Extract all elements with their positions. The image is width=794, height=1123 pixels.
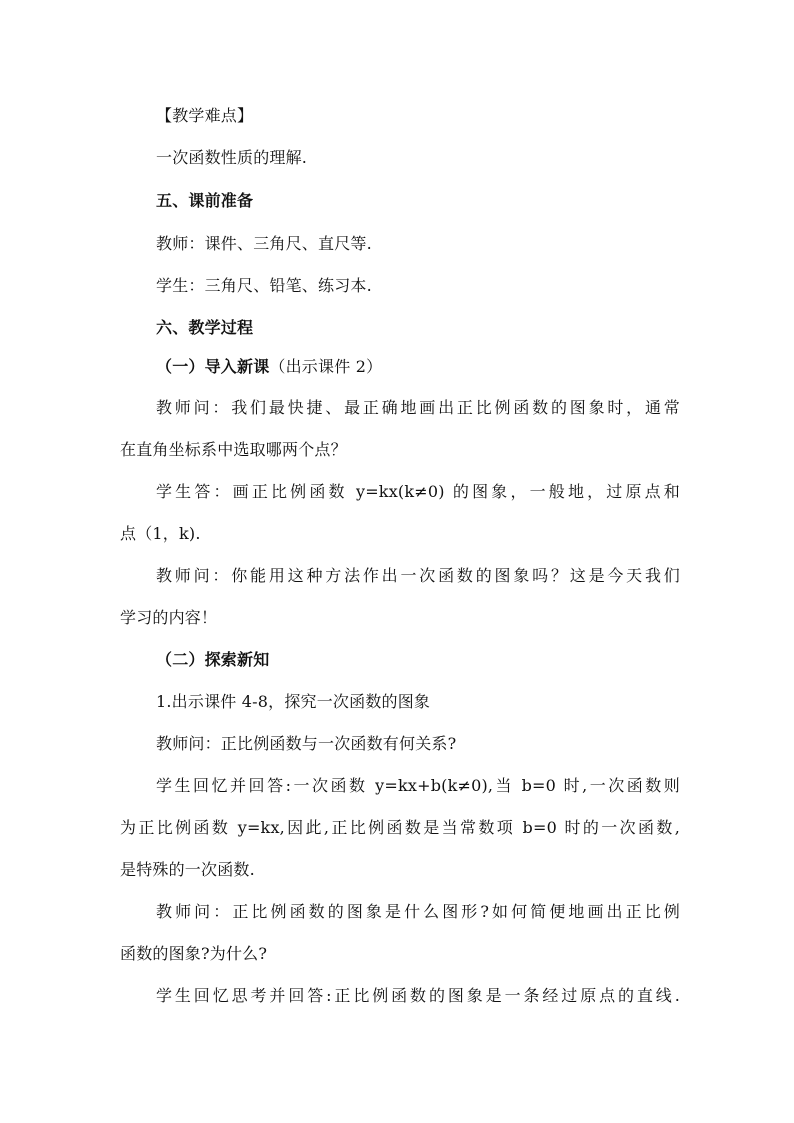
part-two-student-answer-1-line-1: 学生回忆并回答:一次函数 y=kx+b(k≠0),当 b=0 时,一次函数则 [156,776,680,795]
student-answer-1-line-1: 学生答：画正比例函数 y=kx(k≠0) 的图象，一般地，过原点和 [156,482,680,501]
part-one-heading-title: （一）导入新课 [156,357,270,376]
part-one-heading-note: （出示课件 2） [269,357,383,376]
part-two-teacher-question-2-line-2: 函数的图象?为什么? [120,944,268,963]
teacher-preparation: 教师：课件、三角尺、直尺等. [156,234,372,253]
teacher-question-2-line-2: 学习的内容！ [120,608,218,627]
teacher-question-1-line-2: 在直角坐标系中选取哪两个点？ [120,440,347,459]
section-five-heading: 五、课前准备 [156,191,254,210]
section-six-heading: 六、教学过程 [156,318,254,337]
part-two-student-answer-2-line-1: 学生回忆思考并回答:正比例函数的图象是一条经过原点的直线. [156,986,680,1005]
teaching-difficulty-heading: 【教学难点】 [156,106,254,125]
part-two-item-1: 1.出示课件 4-8，探究一次函数的图象 [156,692,431,711]
student-answer-1-line-2: 点（1，k). [120,524,201,543]
teacher-question-1-line-1: 教师问：我们最快捷、最正确地画出正比例函数的图象时，通常 [156,398,680,417]
part-two-heading: （二）探索新知 [156,650,270,669]
part-two-teacher-question-2-line-1: 教师问：正比例函数的图象是什么图形?如何简便地画出正比例 [156,902,680,921]
part-two-teacher-question-1: 教师问：正比例函数与一次函数有何关系? [156,734,457,753]
teacher-question-2-line-1: 教师问：你能用这种方法作出一次函数的图象吗？这是今天我们 [156,566,680,585]
part-two-student-answer-1-line-3: 是特殊的一次函数. [120,860,255,879]
student-preparation: 学生：三角尺、铅笔、练习本. [156,276,372,295]
part-two-student-answer-1-line-2: 为正比例函数 y=kx,因此,正比例函数是当常数项 b=0 时的一次函数, [120,818,680,837]
part-one-heading [156,357,716,377]
teaching-difficulty-text: 一次函数性质的理解. [156,148,308,167]
